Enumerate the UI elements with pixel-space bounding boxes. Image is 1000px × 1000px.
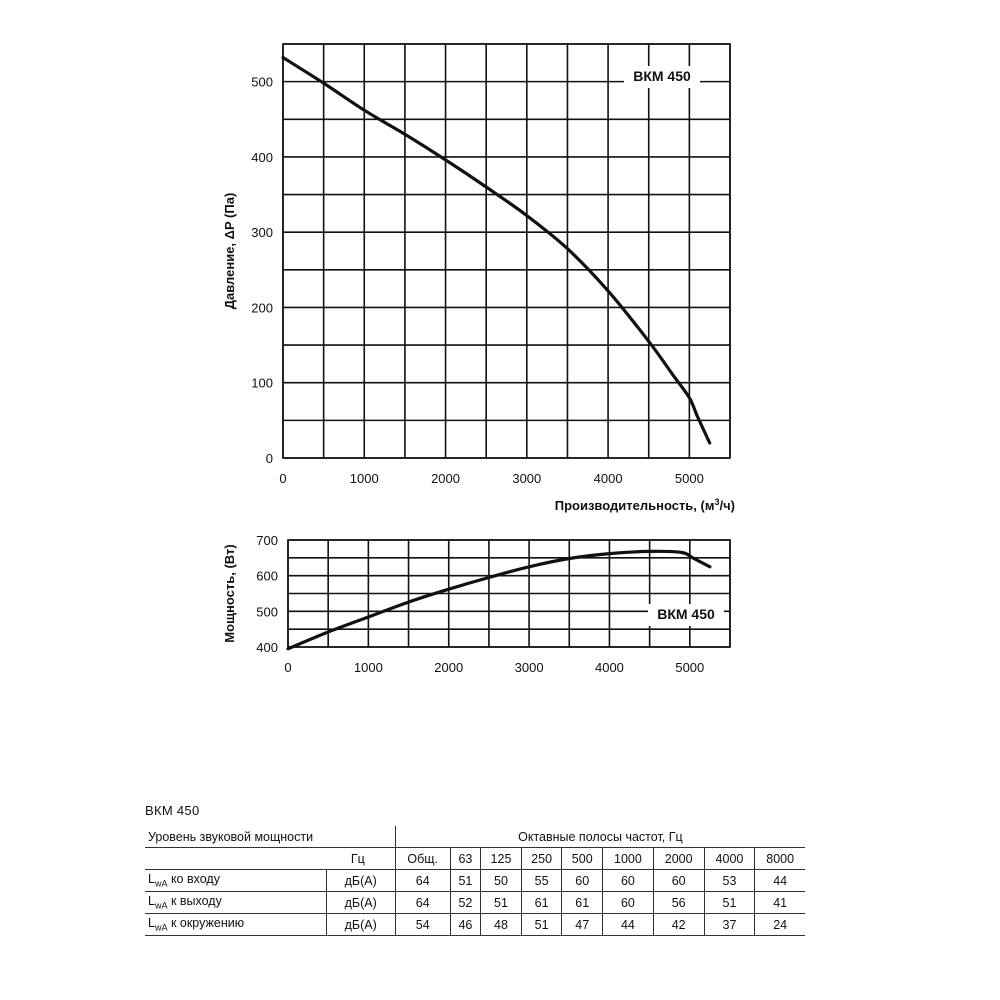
lw-subscript: wA <box>154 900 168 911</box>
header-octave-bands: Октавные полосы частот, Гц <box>395 826 805 848</box>
table-cell: 52 <box>450 892 480 914</box>
row-unit: дБ(А) <box>326 870 395 892</box>
column-header: 125 <box>481 848 522 870</box>
table-cell: 41 <box>755 892 805 914</box>
table-header-row-1 <box>145 826 805 848</box>
row-label-text: к выходу <box>167 894 222 909</box>
table-row <box>145 870 805 892</box>
table-cell: 46 <box>450 914 480 936</box>
y-tick-label: 700 <box>256 533 278 548</box>
lw-symbol: L <box>148 894 155 909</box>
table-cell: 53 <box>704 870 755 892</box>
table-cell: 48 <box>481 914 522 936</box>
column-header: 1000 <box>603 848 654 870</box>
table-cell: 37 <box>704 914 755 936</box>
table-cell: 51 <box>481 892 522 914</box>
table-cell: 60 <box>603 892 654 914</box>
pressure-x-axis-title <box>555 497 735 513</box>
table-cell: 61 <box>521 892 562 914</box>
x-axis-title-suffix: /ч) <box>719 498 735 513</box>
table-cell: 60 <box>562 870 603 892</box>
table-cell: 55 <box>521 870 562 892</box>
table-cell: 44 <box>603 914 654 936</box>
y-tick-label: 0 <box>265 451 273 466</box>
sound-power-table <box>145 826 805 936</box>
power-chart-label: ВКМ 450 <box>657 606 715 622</box>
y-tick-label: 500 <box>256 604 278 620</box>
x-tick-label: 1000 <box>353 660 383 675</box>
lw-symbol: L <box>148 872 155 887</box>
sound-power-section <box>145 803 805 936</box>
x-axis-title-sup: 3 <box>714 497 720 507</box>
table-cell: 51 <box>704 892 755 914</box>
table-cell: 47 <box>562 914 603 936</box>
y-tick-label: 400 <box>251 149 273 165</box>
pressure-y-axis-title: Давление, ΔP (Па) <box>222 192 237 310</box>
x-tick-label: 0 <box>279 471 287 486</box>
power-chart-grid <box>288 540 730 647</box>
x-tick-label: 4000 <box>594 660 624 675</box>
x-axis-title-prefix: Производительность, (м <box>554 498 715 513</box>
plot-frame <box>283 44 730 458</box>
column-header: 500 <box>562 848 603 870</box>
column-header: 63 <box>450 848 480 870</box>
table-cell: 60 <box>653 870 704 892</box>
column-header: 2000 <box>653 848 704 870</box>
header-sound-level: Уровень звуковой мощности <box>145 826 395 848</box>
header-unit-hz: Гц <box>145 848 395 870</box>
power-chart-ticks <box>256 533 704 675</box>
table-row <box>145 914 805 936</box>
column-header: 8000 <box>755 848 805 870</box>
table-cell: 44 <box>755 870 805 892</box>
table-cell: 61 <box>562 892 603 914</box>
x-tick-label: 3000 <box>512 471 542 486</box>
row-label <box>145 892 326 914</box>
y-tick-label: 400 <box>256 640 278 655</box>
pressure-chart-ticks <box>251 75 704 486</box>
x-tick-label: 0 <box>284 660 292 675</box>
sound-table-title: ВКМ 450 <box>145 803 200 818</box>
table-cell: 60 <box>603 870 654 892</box>
row-label <box>145 870 326 892</box>
table-row <box>145 892 805 914</box>
power-chart <box>222 533 730 675</box>
y-tick-label: 100 <box>251 375 273 391</box>
power-y-axis-title: Мощность, (Вт) <box>222 544 237 643</box>
table-cell: 51 <box>450 870 480 892</box>
pressure-chart <box>222 44 735 513</box>
column-header: 4000 <box>704 848 755 870</box>
row-label-text: к окружению <box>167 916 245 931</box>
y-tick-label: 300 <box>251 225 273 241</box>
lw-symbol: L <box>148 916 155 931</box>
table-cell: 56 <box>653 892 704 914</box>
x-tick-label: 5000 <box>675 660 705 675</box>
x-tick-label: 2000 <box>434 660 464 675</box>
row-unit: дБ(А) <box>326 892 395 914</box>
table-cell: 24 <box>755 914 805 936</box>
pressure-curve <box>283 58 710 443</box>
y-tick-label: 600 <box>256 568 278 584</box>
x-tick-label: 3000 <box>514 660 544 675</box>
x-tick-label: 2000 <box>431 471 461 486</box>
column-header: Общ. <box>395 848 450 870</box>
table-cell: 42 <box>653 914 704 936</box>
x-tick-label: 1000 <box>349 471 379 486</box>
table-cell: 51 <box>521 914 562 936</box>
y-tick-label: 500 <box>251 74 273 90</box>
lw-subscript: wA <box>154 922 168 933</box>
pressure-chart-label: ВКМ 450 <box>633 68 691 84</box>
table-header-row-2 <box>145 848 805 870</box>
table-cell: 54 <box>395 914 450 936</box>
row-unit: дБ(А) <box>326 914 395 936</box>
x-tick-label: 4000 <box>593 471 623 486</box>
row-label <box>145 914 326 936</box>
table-cell: 50 <box>481 870 522 892</box>
power-curve <box>288 551 710 648</box>
lw-subscript: wA <box>154 878 168 889</box>
column-header: 250 <box>521 848 562 870</box>
row-label-text: ко входу <box>167 872 220 887</box>
table-cell: 64 <box>395 870 450 892</box>
y-tick-label: 200 <box>251 300 273 316</box>
table-cell: 64 <box>395 892 450 914</box>
pressure-chart-grid <box>283 44 730 458</box>
x-tick-label: 5000 <box>674 471 704 486</box>
